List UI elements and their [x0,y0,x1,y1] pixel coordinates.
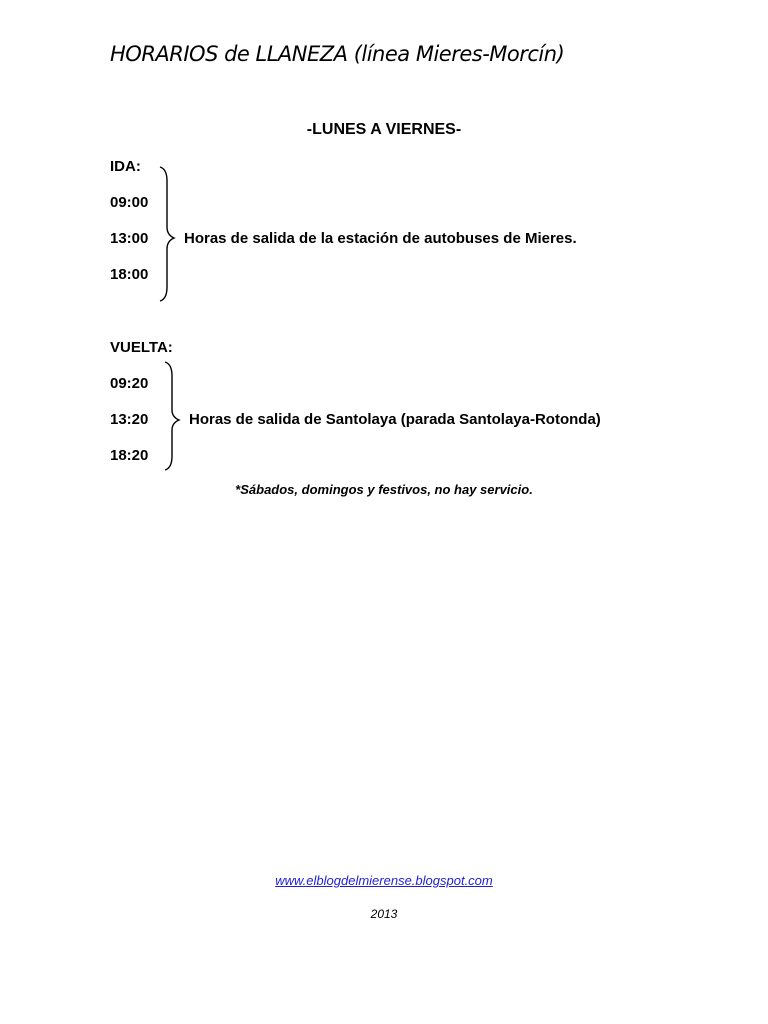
vuelta-time-1: 09:20 [110,375,149,392]
footer-year: 2013 [370,907,398,921]
service-note: *Sábados, domingos y festivos, no hay servicio. [235,482,533,497]
vuelta-time-2: 13:20 [110,411,149,428]
page-title: HORARIOS de LLANEZA (línea Mieres-Morcín) [110,42,565,66]
vuelta-description: Horas de salida de Santolaya (parada Santolaya-Rotonda) [189,411,601,428]
ida-description: Horas de salida de la estación de autobuses de Mieres. [184,230,577,247]
blog-link[interactable]: www.elblogdelmierense.blogspot.com [275,873,493,888]
ida-time-3: 18:00 [110,266,149,283]
ida-time-2: 13:00 [110,230,149,247]
vuelta-label: VUELTA: [110,339,173,356]
ida-brace [158,165,180,303]
vuelta-time-3: 18:20 [110,447,149,464]
ida-time-1: 09:00 [110,194,149,211]
footer-link-container [0,873,768,888]
schedule-days-heading: -LUNES A VIERNES- [306,121,462,138]
vuelta-brace [163,360,185,472]
ida-label: IDA: [110,158,141,175]
